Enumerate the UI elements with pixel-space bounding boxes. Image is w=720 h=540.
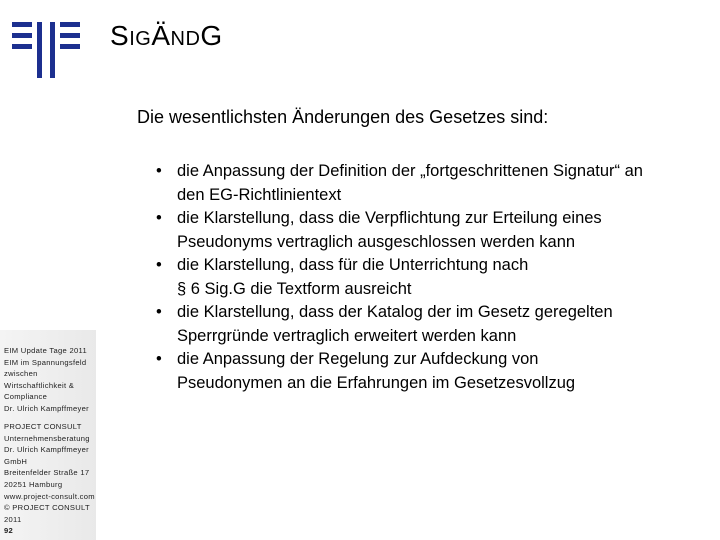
title-part: IG bbox=[129, 28, 152, 50]
bullet-item bbox=[156, 301, 716, 348]
company-line: PROJECT CONSULT bbox=[4, 422, 82, 431]
slide-title bbox=[110, 20, 223, 52]
sidebar bbox=[0, 0, 96, 540]
event-line: Wirtschaftlichkeit & bbox=[4, 380, 75, 390]
company-line: Breitenfelder Straße 17 bbox=[4, 468, 90, 478]
company-info bbox=[4, 421, 96, 537]
event-line: EIM Update Tage 2011 bbox=[4, 346, 87, 355]
bullet-line: • die Anpassung der Regelung zur Aufdeckung von bbox=[177, 350, 539, 368]
project-consult-logo-icon bbox=[12, 20, 82, 85]
bullet-line: den EG-Richtlinientext bbox=[177, 185, 342, 204]
company-line: 2011 bbox=[4, 514, 22, 524]
company-line: © PROJECT CONSULT bbox=[4, 503, 90, 513]
bullet-line: Pseudonyms vertraglich ausgeschlossen werden kann bbox=[177, 232, 576, 251]
bullet-item bbox=[156, 207, 716, 254]
bullet-line: • die Anpassung der Definition der „fortgeschrittenen Signatur“ an bbox=[177, 162, 643, 180]
bullet-line: Sperrgründe vertraglich erweitert werden kann bbox=[177, 326, 517, 345]
company-line: Dr. Ulrich Kampffmeyer bbox=[4, 445, 89, 455]
event-line: Compliance bbox=[4, 392, 48, 402]
bullet-list bbox=[156, 160, 716, 395]
event-info bbox=[4, 345, 96, 415]
event-line: Dr. Ulrich Kampffmeyer bbox=[4, 403, 89, 413]
bullet-line: • die Klarstellung, dass die Verpflichtung zur Erteilung eines bbox=[177, 209, 602, 227]
page-number: 92 bbox=[4, 526, 14, 536]
title-part: S bbox=[110, 20, 130, 51]
slide-subtitle: Die wesentlichsten Änderungen des Gesetzes sind: bbox=[137, 107, 549, 127]
bullet-item bbox=[156, 254, 716, 301]
bullet-line: § 6 Sig.G die Textform ausreicht bbox=[177, 279, 412, 298]
company-line: Unternehmensberatung bbox=[4, 433, 90, 443]
bullet-line: Pseudonymen an die Erfahrungen im Gesetzesvollzug bbox=[177, 373, 576, 392]
event-line: zwischen bbox=[4, 369, 38, 379]
company-line: 20251 Hamburg bbox=[4, 479, 63, 489]
bullet-item bbox=[156, 348, 716, 395]
company-line: GmbH bbox=[4, 456, 28, 466]
bullet-line: • die Klarstellung, dass für die Unterrichtung nach bbox=[177, 256, 529, 274]
event-line: EIM im Spannungsfeld bbox=[4, 357, 87, 367]
bullet-line: • die Klarstellung, dass der Katalog der im Gesetz geregelten bbox=[177, 303, 613, 321]
title-part: Ä bbox=[151, 20, 171, 51]
company-website-link[interactable]: www.project-consult.com bbox=[4, 491, 95, 501]
title-part: ND bbox=[170, 28, 201, 50]
title-part: G bbox=[200, 20, 223, 51]
bullet-item bbox=[156, 160, 716, 207]
